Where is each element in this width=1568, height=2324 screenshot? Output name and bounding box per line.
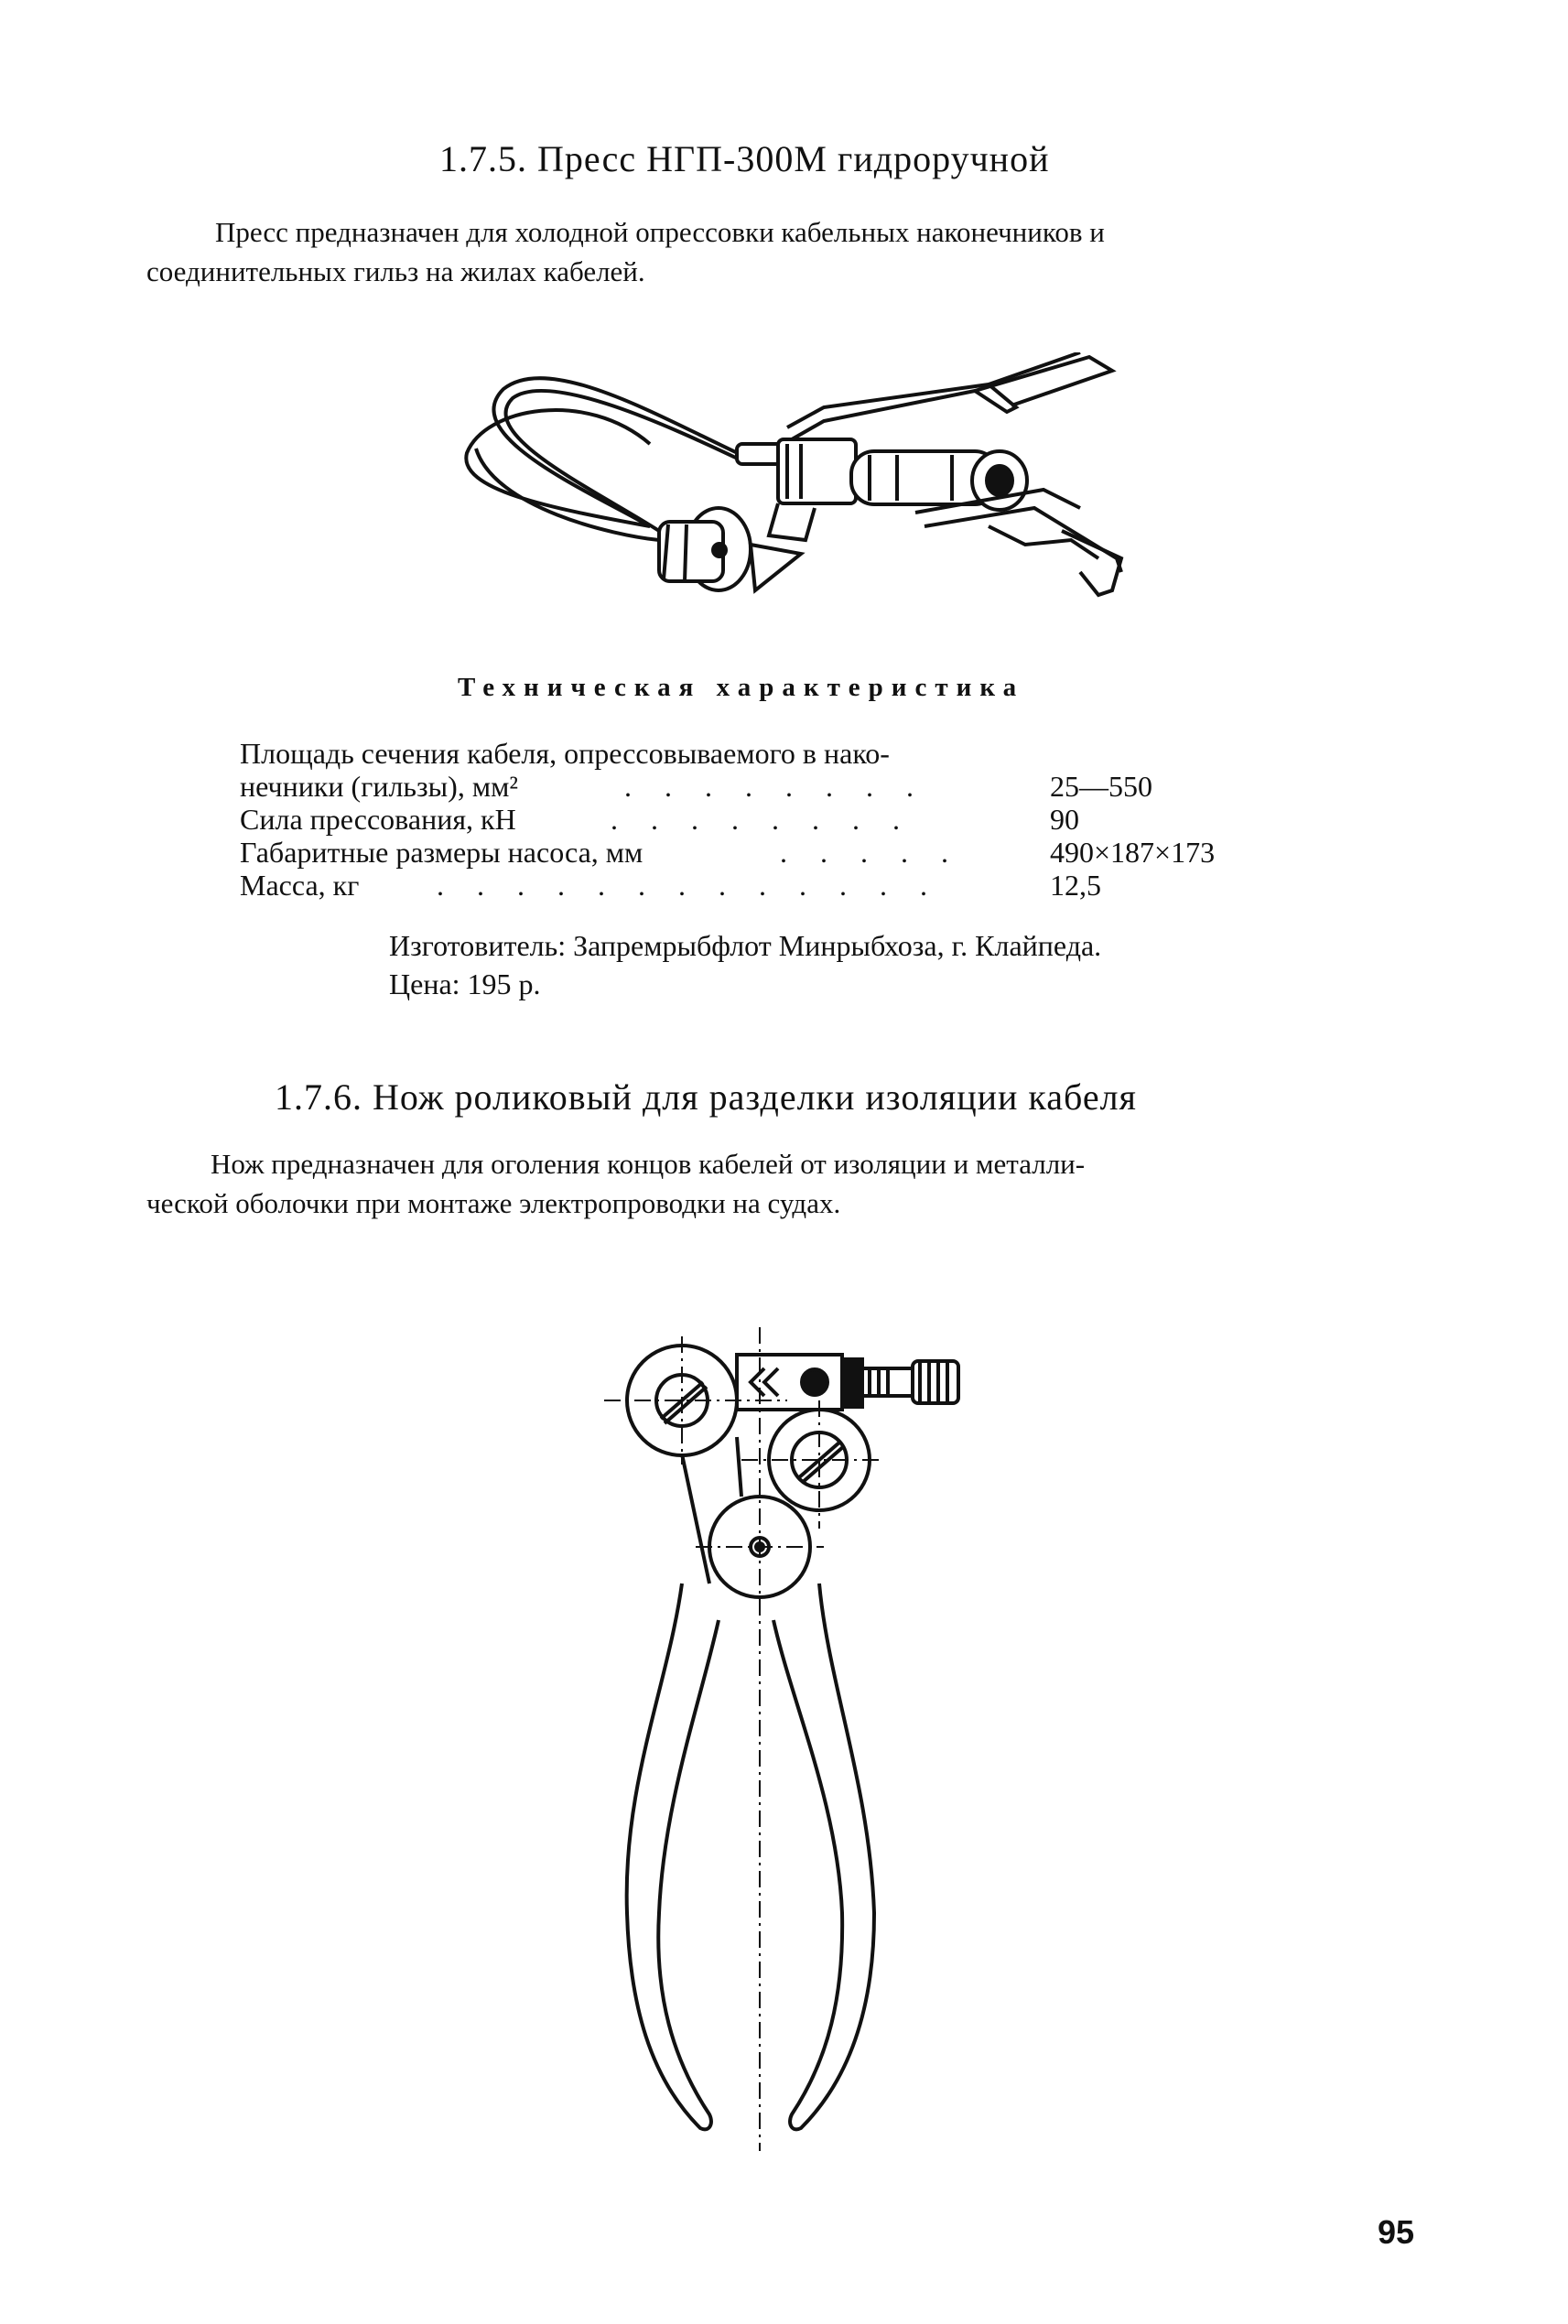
knife-description-line: ческой оболочки при монтаже электропроводки на судах. (146, 1187, 841, 1219)
leader-dots: . . . . . . . . (624, 770, 926, 803)
knife-description (146, 1144, 1419, 1223)
price: Цена: 195 р. (389, 967, 541, 1000)
spec-value: 25—550 (1050, 770, 1152, 803)
manufacturer: Изготовитель: Запремрыбфлот Минрыбхоза, г. Клайпеда. (389, 929, 1102, 962)
spec-value: 90 (1050, 803, 1079, 836)
spec-value: 12,5 (1050, 869, 1101, 902)
spec-value: 490×187×173 (1050, 836, 1216, 869)
press-description-line: Пресс предназначен для холодной опрессовки кабельных наконечников и (215, 216, 1105, 248)
press-description (146, 212, 1419, 291)
roller-knife-figure (604, 1272, 1025, 2151)
spec-label: нечники (гильзы), мм² (240, 770, 518, 803)
page-number: 95 (1378, 2213, 1415, 2251)
spec-table (240, 737, 1292, 902)
section-title-knife: 1.7.6. Нож роликовый для разделки изоляции кабеля (275, 1076, 1137, 1118)
leader-dots: . . . . . . . . (611, 803, 913, 836)
leader-dots: . . . . . . . . . . . . . (437, 869, 940, 902)
spec-row (240, 803, 1292, 836)
spec-label: Габаритные размеры насоса, мм (240, 836, 643, 869)
spec-heading: Техническая характеристика (458, 673, 1025, 702)
hydraulic-press-illustration (466, 352, 1121, 595)
manufacturer-info (389, 926, 1101, 1003)
section-title-press: 1.7.5. Пресс НГП-300М гидроручной (439, 138, 1050, 179)
spec-row (240, 836, 1292, 869)
spec-row (240, 770, 1292, 803)
hydraulic-press-figure (439, 352, 1135, 645)
leader-dots: . . . . . (780, 836, 961, 869)
spec-row (240, 869, 1292, 902)
spec-label: Масса, кг (240, 869, 360, 902)
spec-row (240, 737, 1292, 770)
knife-description-line: Нож предназначен для оголения концов кабелей от изоляции и металли- (211, 1148, 1086, 1180)
press-description-line: соединительных гильз на жилах кабелей. (146, 255, 645, 287)
spec-label: Сила прессования, кН (240, 803, 516, 836)
spec-label: Площадь сечения кабеля, опрессовываемого в нако- (240, 737, 890, 770)
roller-knife-illustration (604, 1327, 958, 2151)
